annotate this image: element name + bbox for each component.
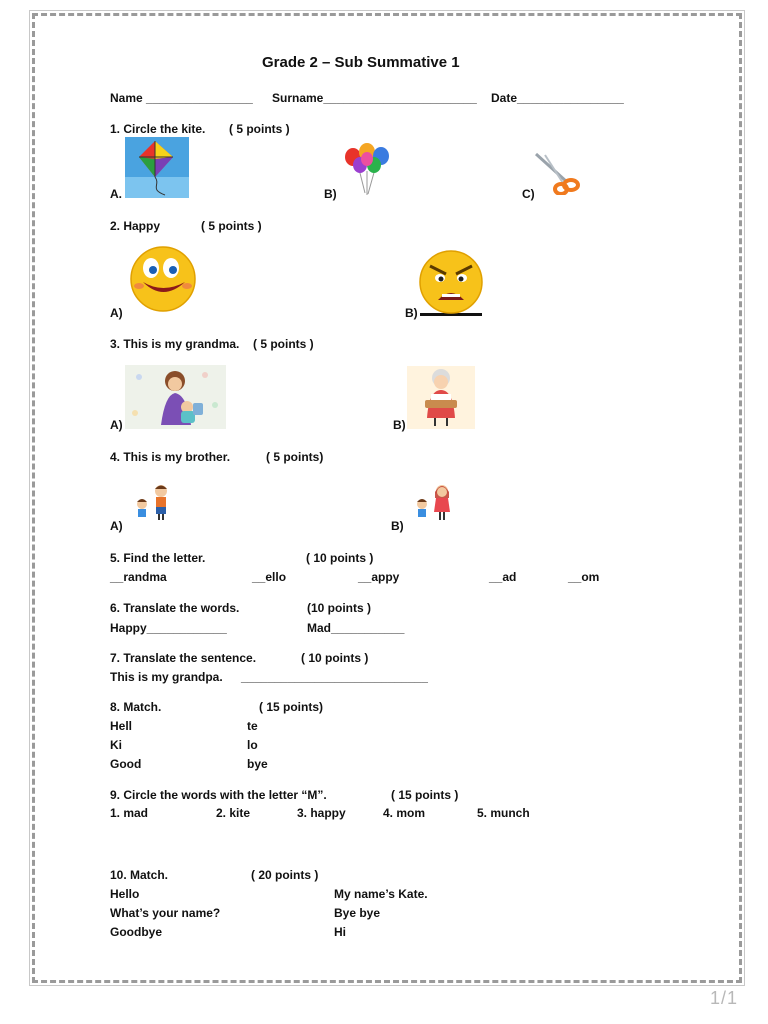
- q6-word-happy[interactable]: Happy____________: [110, 621, 227, 635]
- mother-child-image[interactable]: [125, 365, 226, 429]
- q8-right-3[interactable]: bye: [247, 757, 268, 771]
- q7-prompt: 7. Translate the sentence.: [110, 651, 257, 665]
- scissors-image[interactable]: [533, 152, 583, 195]
- q10-left-3[interactable]: Goodbye: [110, 925, 163, 939]
- q8-points: ( 15 points): [259, 700, 324, 714]
- q9-word-4[interactable]: 4. mom: [383, 806, 426, 820]
- brother-boys-image[interactable]: [132, 484, 172, 522]
- q9-word-2[interactable]: 2. kite: [216, 806, 251, 820]
- q6-points: (10 points ): [307, 601, 372, 615]
- q7-answer-blank[interactable]: ____________________________: [241, 670, 428, 684]
- q10-right-1[interactable]: My name’s Kate.: [334, 887, 428, 901]
- q3-points: ( 5 points ): [253, 337, 314, 351]
- grandma-image[interactable]: [407, 366, 475, 429]
- q9-word-3[interactable]: 3. happy: [297, 806, 346, 820]
- q10-right-2[interactable]: Bye bye: [334, 906, 381, 920]
- date-field[interactable]: Date________________: [491, 91, 624, 105]
- q7-points: ( 10 points ): [301, 651, 369, 665]
- q4-points: ( 5 points): [266, 450, 324, 464]
- q3-prompt: 3. This is my grandma.: [110, 337, 240, 351]
- q7-sentence: This is my grandpa.: [110, 670, 223, 684]
- name-field[interactable]: Name ________________: [110, 91, 253, 105]
- surname-field[interactable]: Surname_______________________: [272, 91, 477, 105]
- q1-prompt: 1. Circle the kite.: [110, 122, 206, 136]
- q4-option-a-label: A): [110, 519, 123, 533]
- q10-left-1[interactable]: Hello: [110, 887, 140, 901]
- q8-prompt: 8. Match.: [110, 700, 162, 714]
- q10-points: ( 20 points ): [251, 868, 319, 882]
- q8-right-2[interactable]: lo: [247, 738, 258, 752]
- q4-prompt: 4. This is my brother.: [110, 450, 231, 464]
- q5-word-4[interactable]: __ad: [489, 570, 517, 584]
- q10-right-3[interactable]: Hi: [334, 925, 346, 939]
- q2-prompt: 2. Happy: [110, 219, 161, 233]
- q8-left-2[interactable]: Ki: [110, 738, 122, 752]
- q2-option-b-label: B): [405, 306, 418, 320]
- q1-points: ( 5 points ): [229, 122, 290, 136]
- q5-points: ( 10 points ): [306, 551, 374, 565]
- q8-left-3[interactable]: Good: [110, 757, 142, 771]
- q2-option-a-label: A): [110, 306, 123, 320]
- q9-word-1[interactable]: 1. mad: [110, 806, 149, 820]
- q8-right-1[interactable]: te: [247, 719, 258, 733]
- q6-prompt: 6. Translate the words.: [110, 601, 240, 615]
- happy-emoji-image[interactable]: [127, 246, 199, 314]
- q5-word-1[interactable]: __randma: [110, 570, 167, 584]
- q5-word-2[interactable]: __ello: [252, 570, 287, 584]
- q8-left-1[interactable]: Hell: [110, 719, 133, 733]
- q9-points: ( 15 points ): [391, 788, 459, 802]
- q10-prompt: 10. Match.: [110, 868, 169, 882]
- q9-prompt: 9. Circle the words with the letter “M”.: [110, 788, 327, 802]
- sister-brother-image[interactable]: [412, 484, 454, 522]
- q9-word-5[interactable]: 5. munch: [477, 806, 530, 820]
- q4-option-b-label: B): [391, 519, 404, 533]
- balloons-image[interactable]: [341, 141, 393, 196]
- q1-option-c-label: C): [522, 187, 535, 201]
- q5-word-3[interactable]: __appy: [358, 570, 400, 584]
- page-indicator: 1/1: [709, 988, 738, 1008]
- q6-word-mad[interactable]: Mad___________: [307, 621, 405, 635]
- q10-left-2[interactable]: What’s your name?: [110, 906, 221, 920]
- q5-prompt: 5. Find the letter.: [110, 551, 206, 565]
- kite-image[interactable]: [125, 137, 189, 198]
- q2-points: ( 5 points ): [201, 219, 262, 233]
- q1-option-a-label: A.: [110, 187, 122, 201]
- angry-emoji-image[interactable]: [416, 250, 486, 314]
- q5-word-5[interactable]: __om: [568, 570, 600, 584]
- page-title: Grade 2 – Sub Summative 1: [262, 54, 460, 71]
- q1-option-b-label: B): [324, 187, 337, 201]
- q3-option-b-label: B): [393, 418, 406, 432]
- q3-option-a-label: A): [110, 418, 123, 432]
